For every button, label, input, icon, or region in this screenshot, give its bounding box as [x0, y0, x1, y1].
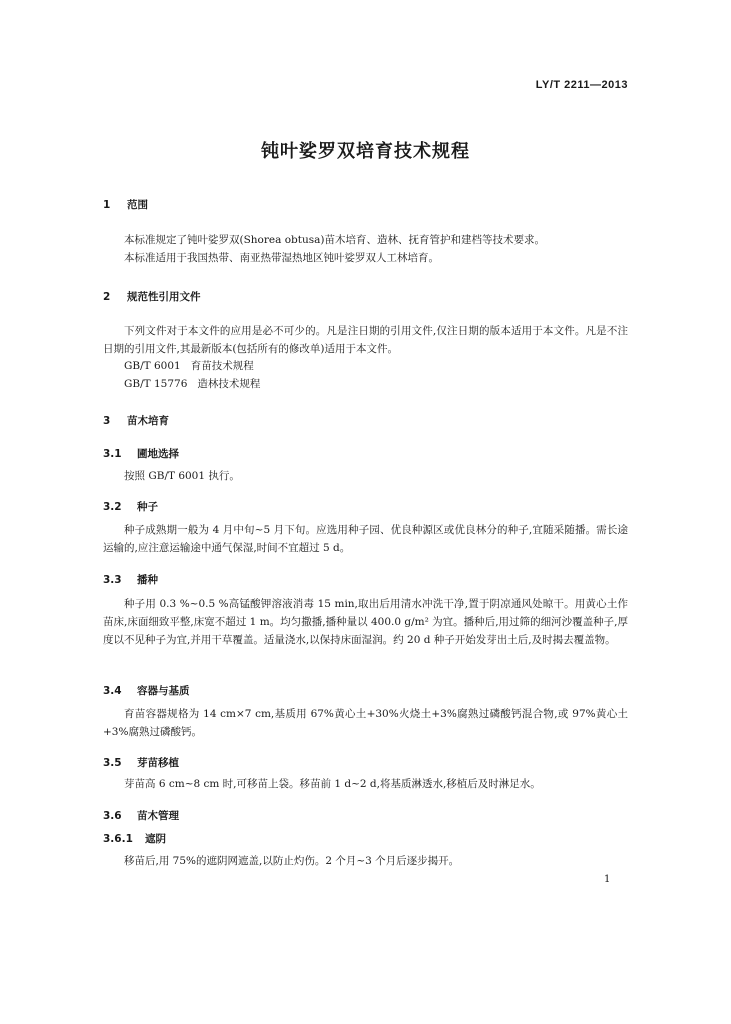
paragraph: 种子成熟期一般为 4 月中旬~5 月下旬。应选用种子园、优良种源区或优良林分的种子,宜随采随播。需长途运输的,应注意运输途中通气保湿,时间不宜超过 5 d。 [103, 524, 628, 554]
section-heading-3-4: 3.4 容器与基质 [103, 685, 190, 697]
section-heading-3-1: 3.1 圃地选择 [103, 448, 179, 460]
section-heading-3-2: 3.2 种子 [103, 501, 158, 513]
paragraph: 下列文件对于本文件的应用是必不可少的。凡是注日期的引用文件,仅注日期的版本适用于本文件。凡是不注日期的引用文件,其最新版本(包括所有的修改单)适用于本文件。 [103, 325, 628, 355]
document-title: 钝叶娑罗双培育技术规程 [261, 141, 470, 162]
section-heading-3: 3 苗木培育 [103, 415, 169, 427]
reference-item: GB/T 15776 造林技术规程 [124, 378, 261, 390]
paragraph: 移苗后,用 75%的遮阴网遮盖,以防止灼伤。2 个月~3 个月后逐步揭开。 [124, 855, 460, 867]
section-heading-3-5: 3.5 芽苗移植 [103, 757, 179, 769]
section-heading-3-3: 3.3 播种 [103, 574, 158, 586]
section-heading-2: 2 规范性引用文件 [103, 291, 201, 303]
standard-code: LY/T 2211—2013 [535, 79, 628, 91]
page-number: 1 [604, 874, 611, 885]
paragraph: 本标准规定了钝叶娑罗双(Shorea obtusa)苗木培育、造林、抚育管护和建档等技术要求。 [124, 234, 545, 246]
paragraph: 种子用 0.3 %~0.5 %高锰酸钾溶液消毒 15 min,取出后用清水冲洗干净,置于阴凉通风处晾干。用黄心土作苗床,床面细致平整,床宽不超过 1 m。均匀撒播,播种量以 400.0 g/m² 为宜。播种后,用过筛的细河沙覆盖种子,厚度以不见种子为宜,并用干草覆盖。适量浇水,以保持床面湿润。约 20 d 种子开始发芽出土后,及时揭去覆盖物。 [103, 598, 628, 646]
reference-item: GB/T 6001 育苗技术规程 [124, 360, 254, 372]
section-heading-1: 1 范围 [103, 199, 148, 211]
paragraph: 本标准适用于我国热带、南亚热带湿热地区钝叶娑罗双人工林培育。 [124, 252, 439, 264]
paragraph: 芽苗高 6 cm~8 cm 时,可移苗上袋。移苗前 1 d~2 d,将基质淋透水,移植后及时淋足水。 [124, 778, 541, 790]
paragraph: 育苗容器规格为 14 cm×7 cm,基质用 67%黄心土+30%火烧土+3%腐熟过磷酸钙混合物,或 97%黄心土+3%腐熟过磷酸钙。 [103, 708, 628, 738]
paragraph: 按照 GB/T 6001 执行。 [124, 470, 240, 482]
section-heading-3-6: 3.6 苗木管理 [103, 810, 179, 822]
section-heading-3-6-1: 3.6.1 遮阴 [103, 833, 166, 845]
